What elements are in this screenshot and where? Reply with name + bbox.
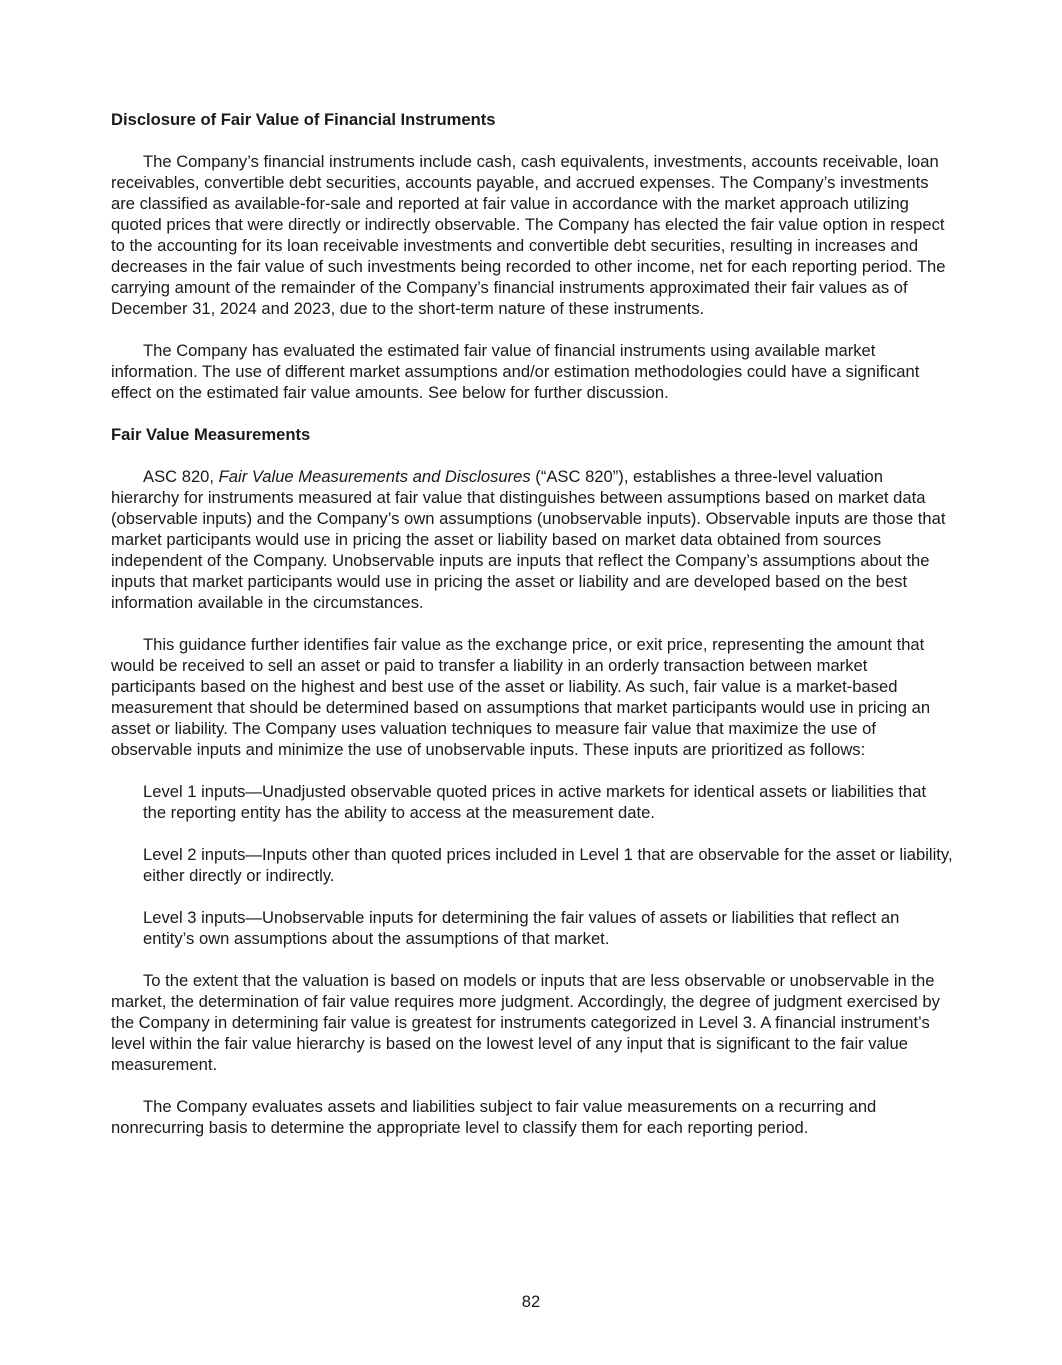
asc-standard-title: Fair Value Measurements and Disclosures xyxy=(218,467,531,486)
paragraph-financial-instruments: The Company’s financial instruments include cash, cash equivalents, investments, accounts receivable, loan receivables, convertible debt securities, accounts payable, and accrued expenses. The Company’s investments are classified as available-for-sale and reported at fair value in accordance with the market approach utilizing quoted prices that were directly or indirectly observable. The Company has elected the fair value option in respect to the accounting for its loan receivable investments and convertible debt securities, resulting in increases and decreases in the fair value of such investments being recorded to other income, net for each reporting period. The carrying amount of the remainder of the Company’s financial instruments approximated their fair values as of December 31, 2024 and 2023, due to the short-term nature of these instruments. xyxy=(111,152,946,318)
paragraph-asc-820 xyxy=(111,466,953,613)
paragraph-recurring-evaluation: The Company evaluates assets and liabilities subject to fair value measurements on a recurring and nonrecurring basis to determine the appropriate level to classify them for each reporting period. xyxy=(111,1097,877,1137)
asc-description: (“ASC 820”), establishes a three-level valuation hierarchy for instruments measured at fair value that distinguishes between assumptions based on market data (observable inputs) and the Company’s own assumptions (unobservable inputs). Observable inputs are those that market participants would use in pricing the asset or liability based on market data obtained from sources independent of the Company. Unobservable inputs are inputs that reflect the Company’s assumptions about the inputs that market participants would use in pricing the asset or liability and are developed based on the best information available in the circumstances. xyxy=(111,467,946,612)
document-page xyxy=(111,109,953,1159)
level-2-inputs: Level 2 inputs—Inputs other than quoted prices included in Level 1 that are observable for the asset or liability, either directly or indirectly. xyxy=(143,845,953,885)
paragraph-judgment: To the extent that the valuation is based on models or inputs that are less observable or unobservable in the market, the determination of fair value requires more judgment. Accordingly, the degree of judgment exercised by the Company in determining fair value is greatest for instruments categorized in Level 3. A financial instrument’s level within the fair value hierarchy is based on the lowest level of any input that is significant to the fair value measurement. xyxy=(111,971,940,1074)
level-1-inputs: Level 1 inputs—Unadjusted observable quoted prices in active markets for identical assets or liabilities that the reporting entity has the ability to access at the measurement date. xyxy=(143,782,927,822)
paragraph-guidance: This guidance further identifies fair value as the exchange price, or exit price, representing the amount that would be received to sell an asset or paid to transfer a liability in an orderly transaction between market participants based on the highest and best use of the asset or liability. As such, fair value is a market-based measurement that should be determined based on assumptions that market participants would use in pricing an asset or liability. The Company uses valuation techniques to measure fair value that maximize the use of observable inputs and minimize the use of unobservable inputs. These inputs are prioritized as follows: xyxy=(111,635,931,759)
section-heading-disclosure: Disclosure of Fair Value of Financial Instruments xyxy=(111,110,496,129)
paragraph-estimated-fair-value: The Company has evaluated the estimated fair value of financial instruments using available market information. The use of different market assumptions and/or estimation methodologies could have a significant effect on the estimated fair value amounts. See below for further discussion. xyxy=(111,341,920,402)
asc-prefix: ASC 820, xyxy=(143,467,219,486)
section-heading-fair-value-measurements: Fair Value Measurements xyxy=(111,425,311,444)
level-3-inputs: Level 3 inputs—Unobservable inputs for determining the fair values of assets or liabilities that reflect an entity’s own assumptions about the assumptions of that market. xyxy=(143,908,900,948)
page-number: 82 xyxy=(521,1292,541,1311)
